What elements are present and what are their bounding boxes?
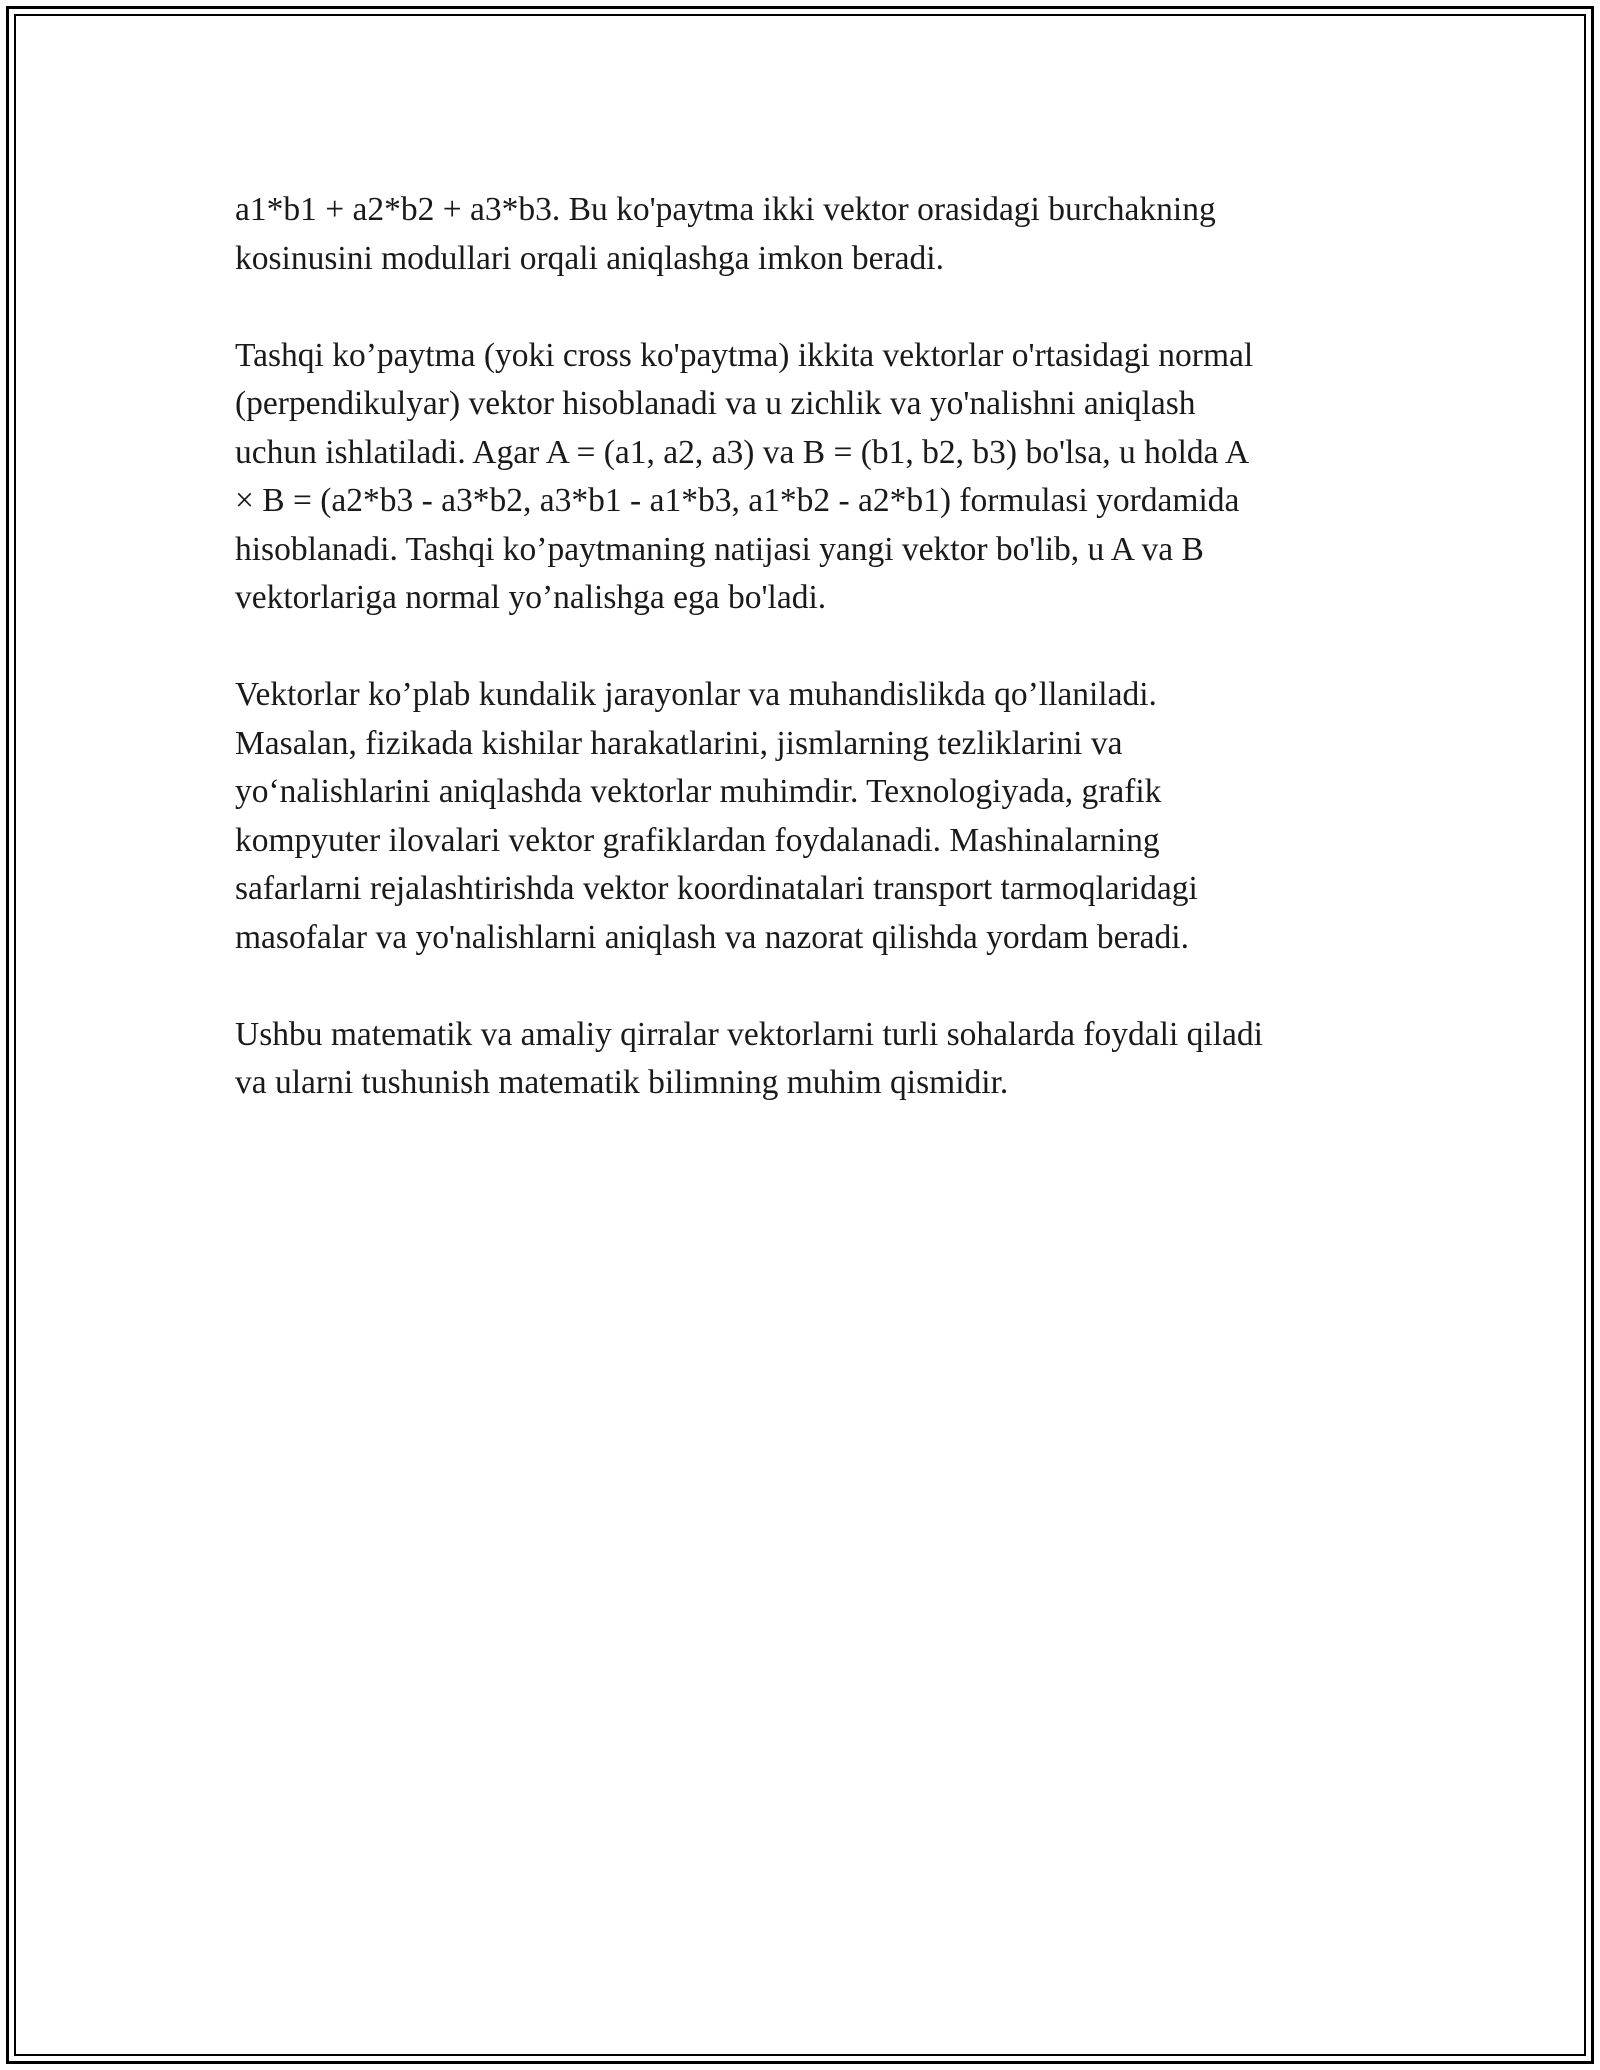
paragraph-conclusion: Ushbu matematik va amaliy qirralar vektorlarni turli sohalarda foydali qiladi va ularni tushunish matematik bilimning muhim qismidir. (235, 1015, 1263, 1101)
paragraph-dot-product: a1*b1 + a2*b2 + a3*b3. Bu ko'paytma ikki vektor orasidagi burchakning kosinusini modullari orqali aniqlashga imkon beradi. (235, 191, 1216, 277)
paragraph-applications: Vektorlar ko’plab kundalik jarayonlar va muhandislikda qo’llaniladi. Masalan, fizikada kishilar harakatlarini, jismlarning tezliklarini va yo‘nalishlarini aniqlashda vektorlar muhimdir. Texnologiyada, grafik kompyuter ilovalari vektor grafiklardan foydalanadi. Mashinalarning safarlarni rejalashtirishda vektor koordinatalari transport tarmoqlaridagi masofalar va yo'nalishlarni aniqlash va nazorat qilishda yordam beradi. (235, 676, 1198, 956)
paragraph-cross-product: Tashqi ko’paytma (yoki cross ko'paytma) ikkita vektorlar o'rtasidagi normal (perpendikulyar) vektor hisoblanadi va u zichlik va yo'nalishni aniqlash uchun ishlatiladi. Agar A = (a1, a2, a3) va B = (b1, b2, b3) bo'lsa, u holda A × B = (a2*b3 - a3*b2, a3*b1 - a1*b3, a1*b2 - a2*b1) formulasi yordamida hisoblanadi. Tashqi ko’paytmaning natijasi yangi vektor bo'lib, u A va B vektorlariga normal yo’nalishga ega bo'ladi. (235, 336, 1254, 616)
document-body (235, 186, 1370, 1156)
